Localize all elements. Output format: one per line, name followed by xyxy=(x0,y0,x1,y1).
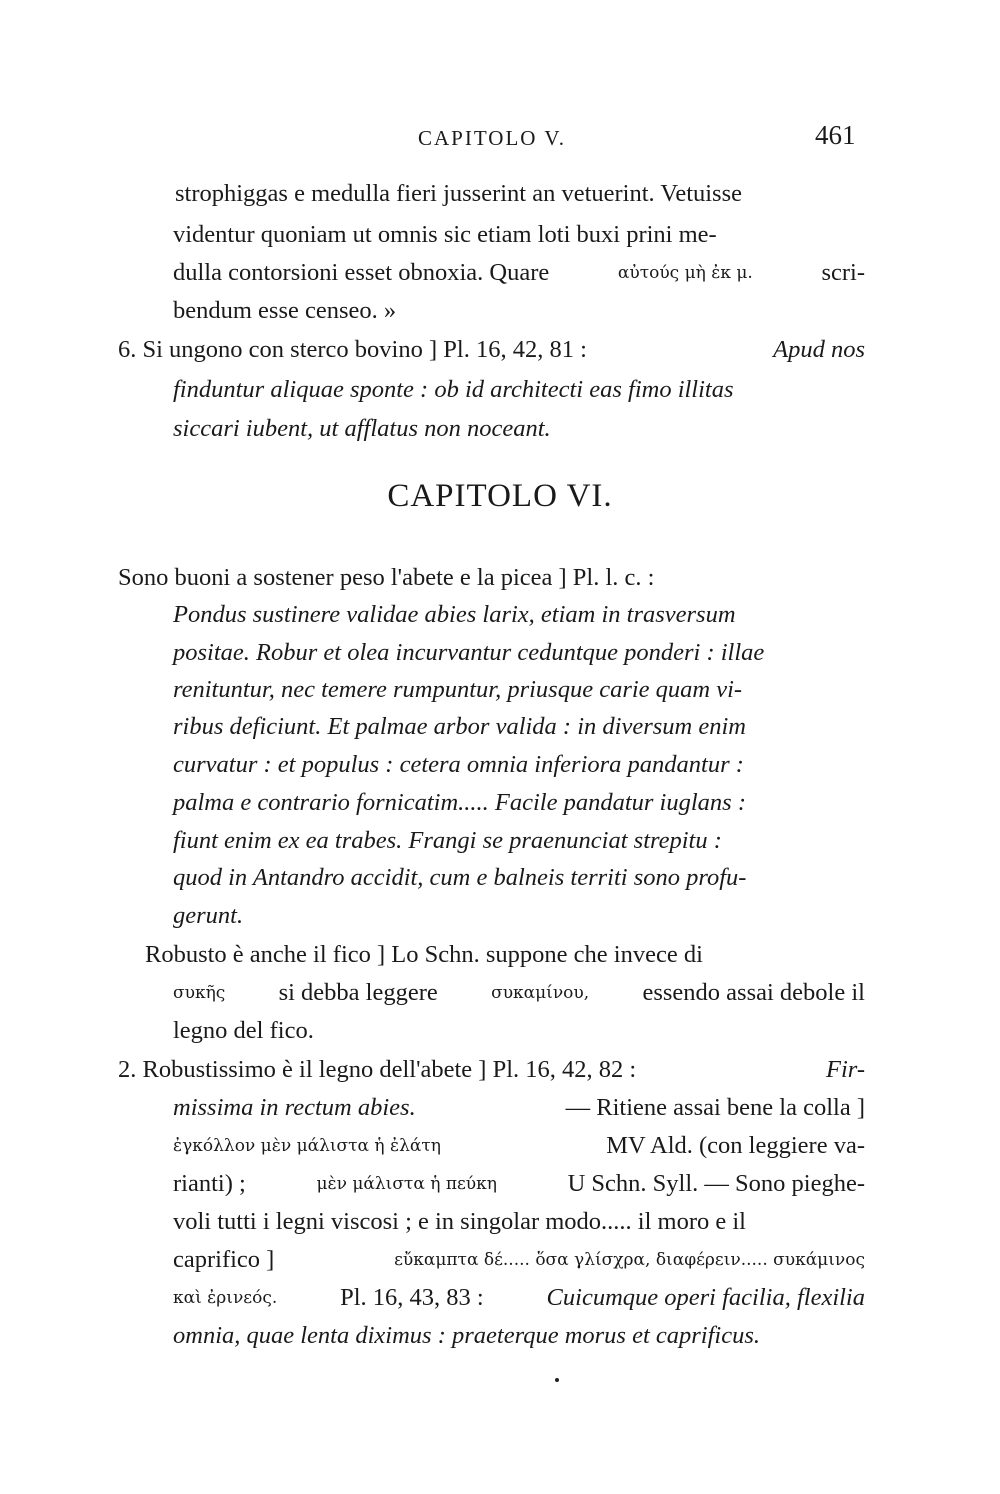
text-line: 6. Si ungono con sterco bovino ] Pl. 16, 42, 81 : Apud nos xyxy=(118,336,865,363)
text-line: videntur quoniam ut omnis sic etiam loti buxi prini me- xyxy=(173,221,717,248)
text-line: positae. Robur et olea incurvantur ceduntque ponderi : illae xyxy=(173,639,765,666)
text-line: ἐγκόλλον μὲν μάλιστα ἡ ἐλάτη MV Ald. (con leggiere va- xyxy=(173,1132,865,1159)
text-line: καὶ ἐρινεός. Pl. 16, 43, 83 : Cuicumque operi facilia, flexilia xyxy=(173,1284,865,1311)
text-line: Pondus sustinere validae abies larix, etiam in trasversum xyxy=(173,601,736,628)
text-line: curvatur : et populus : cetera omnia inferiora pandantur : xyxy=(173,751,744,778)
text-line: palma e contrario fornicatim..... Facile pandatur iuglans : xyxy=(173,789,746,816)
text-line: siccari iubent, ut afflatus non noceant. xyxy=(173,415,551,442)
running-head xyxy=(0,120,1000,160)
text-line: caprifico ] εὔκαμπτα δέ..... ὅσα γλίσχρα, διαφέρειν..... συκάμινος xyxy=(173,1246,865,1273)
text-line: gerunt. xyxy=(173,902,244,929)
chapter-heading: CAPITOLO VI. xyxy=(387,478,613,514)
text-line: legno del fico. xyxy=(173,1017,314,1044)
text-line: omnia, quae lenta diximus : praeterque morus et caprificus. xyxy=(173,1322,761,1349)
page-number: 461 xyxy=(815,120,856,150)
running-head-title: CAPITOLO V. xyxy=(418,126,567,150)
text-line: συκῆς si debba leggere συκαμίνου, essendo assai debole il xyxy=(173,979,865,1006)
text-line: dulla contorsioni esset obnoxia. Quare αὐτούς μὴ ἐκ μ. scri- xyxy=(173,259,865,286)
text-line: Sono buoni a sostener peso l'abete e la picea ] Pl. l. c. : xyxy=(118,564,655,591)
text-line: fiunt enim ex ea trabes. Frangi se praenunciat strepitu : xyxy=(173,827,722,854)
text-line: voli tutti i legni viscosi ; e in singolar modo..... il moro e il xyxy=(173,1208,746,1235)
text-line: quod in Antandro accidit, cum e balneis territi sono profu- xyxy=(173,864,747,891)
text-line: finduntur aliquae sponte : ob id architecti eas fimo illitas xyxy=(173,376,734,403)
text-line: renituntur, nec temere rumpuntur, priusque carie quam vi- xyxy=(173,676,743,703)
text-line: 2. Robustissimo è il legno dell'abete ] Pl. 16, 42, 82 : Fir- xyxy=(118,1056,865,1083)
text-line: missima in rectum abies. — Ritiene assai bene la colla ] xyxy=(173,1094,865,1121)
ink-speck xyxy=(555,1378,559,1382)
text-line: strophiggas e medulla fieri jusserint an vetuerint. Vetuisse xyxy=(175,180,743,207)
text-line: Robusto è anche il fico ] Lo Schn. suppone che invece di xyxy=(145,941,703,968)
text-line: ribus deficiunt. Et palmae arbor valida : in diversum enim xyxy=(173,713,746,740)
text-line: bendum esse censeo. » xyxy=(173,297,397,324)
text-line: rianti) ; μὲν μάλιστα ἡ πεύκη U Schn. Syll. — Sono pieghe- xyxy=(173,1170,865,1197)
